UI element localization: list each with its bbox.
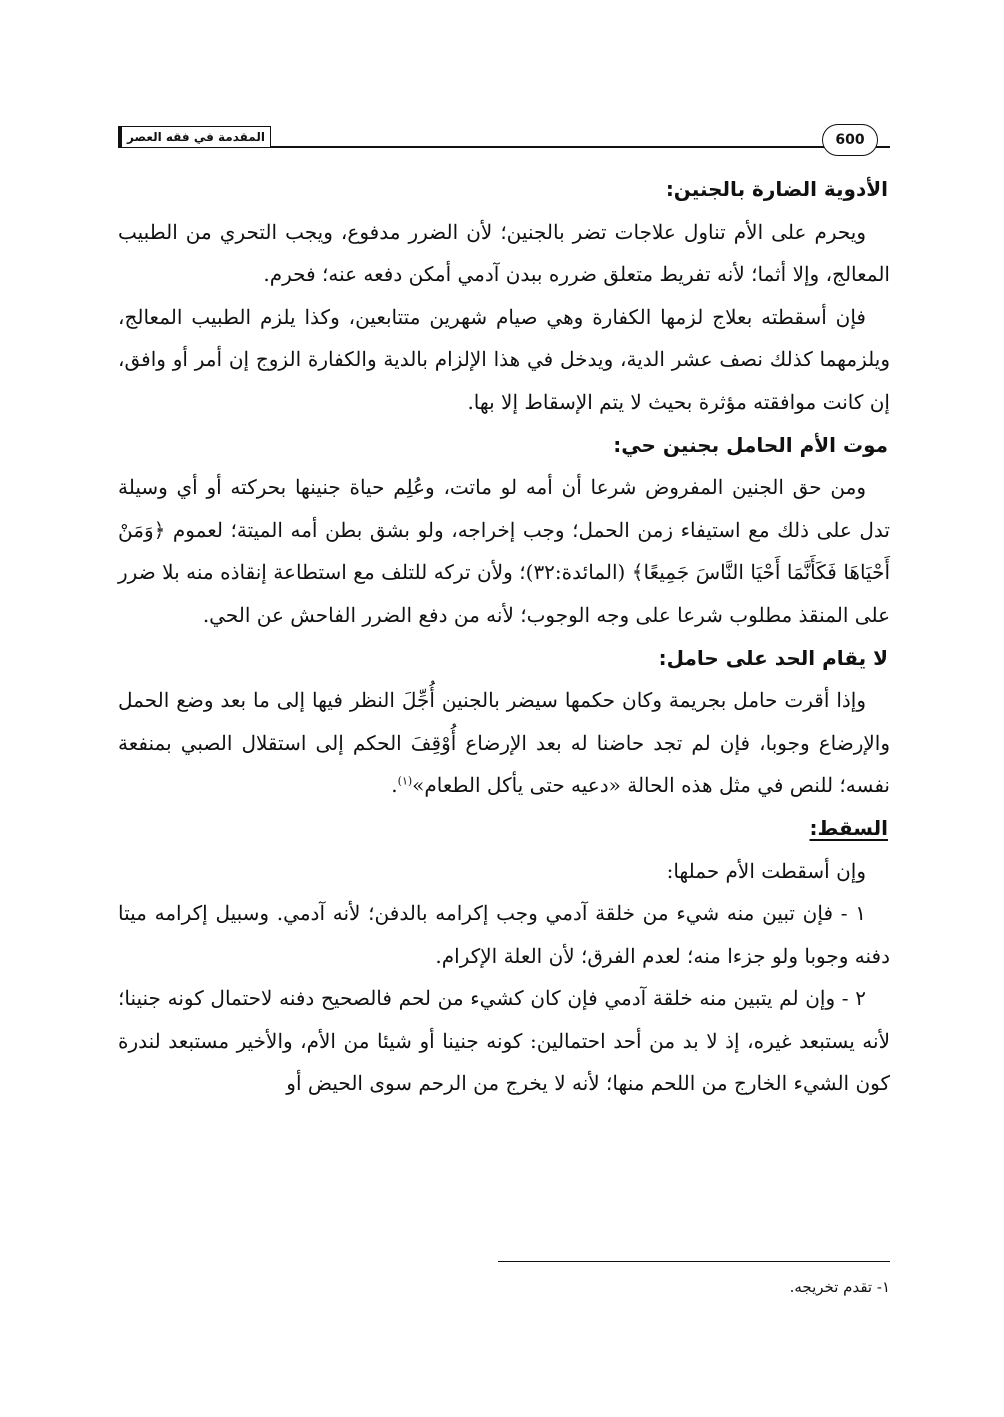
section-heading-miscarriage [118, 807, 890, 850]
page-body [118, 168, 890, 1105]
paragraph: فإن أسقطته بعلاج لزمها الكفارة وهي صيام شهرين متتابعين، وكذا يلزم الطبيب المعالج، ويلزمهما كذلك نصف عشر الدية، ويدخل في هذا الإلزام بالدية والكفارة الزوج إن أمر أو وافق، إن كانت موافقته مؤثرة بحيث لا يتم الإسقاط إلا بها. [118, 304, 890, 414]
footnote-reference[interactable]: (١) [397, 774, 413, 788]
paragraph-with-footnote [118, 679, 890, 807]
section-heading-no-punishment-pregnant: لا يقام الحد على حامل: [658, 645, 888, 670]
section-heading-harmful-medicines: الأدوية الضارة بالجنين: [665, 177, 888, 201]
heading-text: السقط: [809, 815, 888, 840]
page-number: 600 [822, 124, 878, 156]
paragraph-item-2: ٢ - وإن لم يتبين منه خلقة آدمي فإن كان كشيء من لحم فالصحيح دفنه لاحتمال كونه جنينا؛ لأنه يستبعد غيره، إذ لا بد من أحد احتمالين: كونه جنينا أو شيئا من الأم، والأخير مستبعد لندرة كون الشيء الخارج من اللحم منها؛ لأنه لا يخرج من الرحم سوى الحيض أو [118, 986, 890, 1096]
paragraph-end: . [391, 773, 398, 798]
section-heading-mother-death: موت الأم الحامل بجنين حي: [613, 432, 888, 457]
paragraph: ويحرم على الأم تناول علاجات تضر بالجنين؛ لأن الضرر مدفوع، ويجب التحري من الطبيب المعالج، وإلا أثما؛ لأنه تفريط متعلق ضرره ببدن آدمي أمكن دفعه عنه؛ فحرم. [118, 219, 890, 287]
paragraph-text: وإذا أقرت حامل بجريمة وكان حكمها سيضر بالجنين أُجِّلَ النظر فيها إلى ما بعد وضع الحمل والإرضاع وجوبا، فإن لم تجد حاضنا له بعد الإرضاع أُوْقِفَ الحكم إلى استقلال الصبي بمنفعة نفسه؛ للنص في مثل هذه الحالة «دعيه حتى يأكل الطعام» [118, 688, 890, 798]
footnote: ١- تقدم تخريجه. [789, 1278, 890, 1296]
paragraph: وإن أسقطت الأم حملها: [666, 858, 866, 883]
page-header [118, 120, 890, 160]
paragraph-item-1: ١ - فإن تبين منه شيء من خلقة آدمي وجب إكرامه بالدفن؛ لأنه آدمي. وسبيل إكرامه ميتا دفنه وجوبا ولو جزءا منه؛ لعدم الفرق؛ لأن العلة الإكرام. [118, 901, 890, 968]
footnote-separator [498, 1261, 890, 1262]
book-title: المقدمة في فقه العصر [118, 126, 271, 147]
paragraph: ومن حق الجنين المفروض شرعا أن أمه لو ماتت، وعُلِم حياة جنينها بحركته أو أي وسيلة تدل على ذلك مع استيفاء زمن الحمل؛ وجب إخراجه، ولو بشق بطن أمه الميتة؛ لعموم ﴿وَمَنْ أَحْيَاهَا فَكَأَنَّمَا أَحْيَا النَّاسَ جَمِيعًا﴾ (المائدة:٣٢)؛ ولأن تركه للتلف مع استطاعة إنقاذه منه بلا ضرر على المنقذ مطلوب شرعا على وجه الوجوب؛ لأنه من دفع الضرر الفاحش عن الحي. [118, 475, 891, 627]
